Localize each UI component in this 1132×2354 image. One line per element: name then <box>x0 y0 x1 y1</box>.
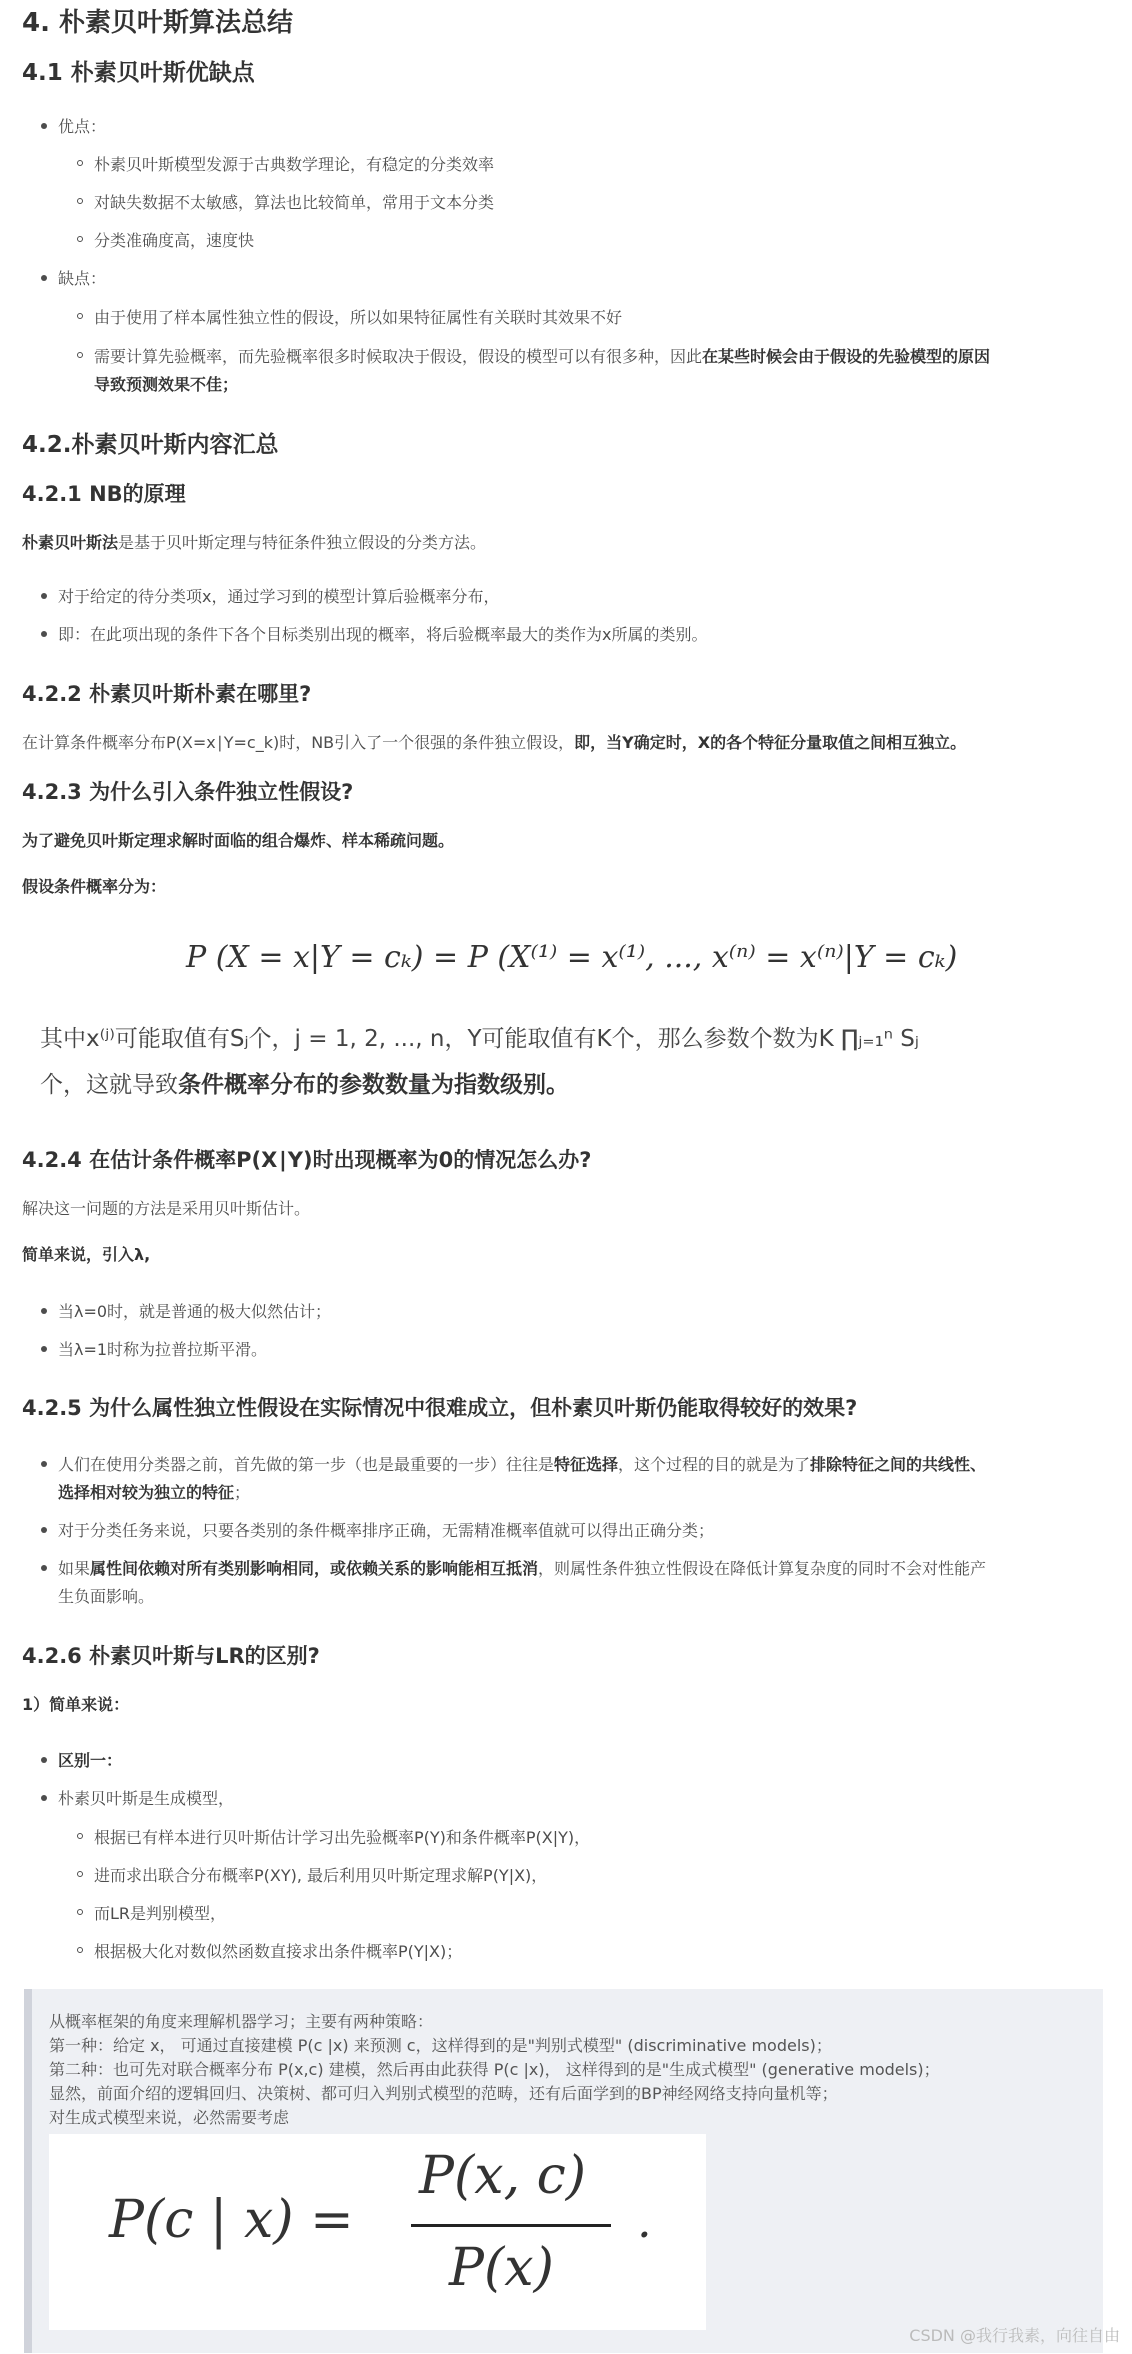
reason-1-cont <box>58 1480 250 1503</box>
cons-item: 由于使用了样本属性独立性的假设，所以如果特征属性有关联时其效果不好 <box>94 308 623 327</box>
gen-item: 进而求出联合分布概率P(XY), 最后利用贝叶斯定理求解P(Y|X)， <box>94 1866 548 1885</box>
sub-bullet <box>77 160 83 166</box>
quote-line: 从概率框架的角度来理解机器学习；主要有两种策略： <box>49 2012 434 2031</box>
bayes-denominator: P(x) <box>449 2238 554 2298</box>
cons-item-2-bold: 在某些时候会由于假设的先验模型的原因 <box>702 347 991 366</box>
heading-4-2-2: 4.2.2 朴素贝叶斯朴素在哪里? <box>22 682 312 706</box>
nb-def <box>22 530 486 553</box>
gen-item: 根据极大化对数似然函数直接求出条件概率P(Y|X)； <box>94 1942 463 1961</box>
cons-item-2-cont: 导致预测效果不佳； <box>94 375 239 394</box>
quote-line: 对生成式模型来说，必然需要考虑 <box>49 2108 290 2127</box>
reason-1-plain-b: ，这个过程的目的就是为了 <box>618 1455 811 1474</box>
nb-item: 即：在此项出现的条件下各个目标类别出现的概率，将后验概率最大的类作为x所属的类别。 <box>58 625 708 644</box>
cons-item-2-plain: 需要计算先验概率，而先验概率很多时候取决于假设，假设的模型可以有很多种，因此 <box>94 347 703 366</box>
simple2-text: 1）简单来说： <box>22 1695 130 1714</box>
naive-plain: 在计算条件概率分布P(X=x∣Y=c_k)时，NB引入了一个很强的条件独立假设， <box>22 733 575 752</box>
nb-def-bold: 朴素贝叶斯法 <box>22 533 119 552</box>
sub-bullet <box>77 1947 83 1953</box>
params-line-2 <box>40 1066 569 1099</box>
reason-3-plain-a: 如果 <box>58 1559 91 1578</box>
sub-bullet <box>77 1833 83 1839</box>
reason-2: 对于分类任务来说，只要各类别的条件概率排序正确，无需精准概率值就可以得出正确分类； <box>58 1521 715 1540</box>
reason-1-bold-a: 特征选择 <box>554 1455 619 1474</box>
lambda-item: 当λ=1时称为拉普拉斯平滑。 <box>58 1340 268 1359</box>
bayes-lhs: P(c | x) = <box>109 2190 354 2250</box>
quote-line: 第一种：给定 x， 可通过直接建模 P(c |x) 来预测 c，这样得到的是"判别式模型" (discriminative models)； <box>49 2036 832 2055</box>
naive-bold: 即，当Y确定时，X的各个特征分量取值之间相互独立。 <box>574 733 967 752</box>
params-line-2-bold: 条件概率分布的参数数量为指数级别。 <box>178 1072 569 1098</box>
heading-4-2-3: 4.2.3 为什么引入条件独立性假设? <box>22 780 354 804</box>
gen-item: 根据已有样本进行贝叶斯估计学习出先验概率P(Y)和条件概率P(X|Y)， <box>94 1828 591 1847</box>
bullet <box>41 275 47 281</box>
pros-item: 对缺失数据不太敏感，算法也比较简单，常用于文本分类 <box>94 193 495 212</box>
nb-item: 对于给定的待分类项x，通过学习到的模型计算后验概率分布， <box>58 587 500 606</box>
pros-item: 分类准确度高，速度快 <box>94 231 255 250</box>
heading-4-2-1: 4.2.1 NB的原理 <box>22 482 186 506</box>
heading-4-2-5: 4.2.5 为什么属性独立性假设在实际情况中很难成立，但朴素贝叶斯仍能取得较好的效果? <box>22 1396 858 1420</box>
reason-1-bold-c: 选择相对较为独立的特征 <box>58 1483 235 1502</box>
sub-bullet <box>77 198 83 204</box>
sub-bullet <box>77 236 83 242</box>
bullet <box>41 631 47 637</box>
reason-1-bold-b: 排除特征之间的共线性、 <box>810 1455 987 1474</box>
naive-text <box>22 730 966 753</box>
bayes-formula-image <box>49 2134 706 2330</box>
gen-label: 朴素贝叶斯是生成模型， <box>58 1789 235 1808</box>
bullet <box>41 1757 47 1763</box>
bullet <box>41 1346 47 1352</box>
reason-1 <box>58 1452 986 1475</box>
why-text: 为了避免贝叶斯定理求解时面临的组合爆炸、样本稀疏问题。 <box>22 831 455 850</box>
heading-4-1: 4.1 朴素贝叶斯优缺点 <box>22 60 255 86</box>
pros-item: 朴素贝叶斯模型发源于古典数学理论，有稳定的分类效率 <box>94 155 495 174</box>
reason-3 <box>58 1556 986 1579</box>
simple-text: 简单来说，引入λ, <box>22 1245 151 1264</box>
watermark: CSDN @我行我素，向往自由 <box>909 2326 1120 2345</box>
bullet <box>41 1308 47 1314</box>
params-line-2-plain: 个，这就导致 <box>40 1072 178 1098</box>
solve-text: 解决这一问题的方法是采用贝叶斯估计。 <box>22 1199 311 1218</box>
heading-4-2-4: 4.2.4 在估计条件概率P(X∣Y)时出现概率为0的情况怎么办? <box>22 1148 592 1172</box>
heading-4-2: 4.2.朴素贝叶斯内容汇总 <box>22 432 279 458</box>
reason-3-plain-b: ，则属性条件独立性假设在降低计算复杂度的同时不会对性能产 <box>538 1559 987 1578</box>
bullet <box>41 1795 47 1801</box>
cons-item-2 <box>94 344 990 367</box>
sub-bullet <box>77 313 83 319</box>
bullet <box>41 1461 47 1467</box>
bayes-numerator: P(x, c) <box>419 2146 587 2206</box>
assume-text: 假设条件概率分为： <box>22 877 167 896</box>
reason-1-plain-a: 人们在使用分类器之前，首先做的第一步（也是最重要的一步）往往是 <box>58 1455 555 1474</box>
bullet <box>41 593 47 599</box>
pros-label: 优点： <box>58 117 107 136</box>
formula-conditional-probability: P (X = x|Y = cₖ) = P (X⁽¹⁾ = x⁽¹⁾, ..., x⁽ⁿ⁾ = x⁽ⁿ⁾|Y = cₖ) <box>186 940 958 975</box>
diff-label: 区别一： <box>58 1751 123 1770</box>
params-line-1: 其中x⁽ʲ⁾可能取值有Sⱼ个，j = 1, 2, ..., n，Y可能取值有K个，那么参数个数为K ∏ⱼ₌₁ⁿ Sⱼ <box>40 1026 919 1052</box>
heading-4: 4. 朴素贝叶斯算法总结 <box>22 8 294 38</box>
sub-bullet <box>77 352 83 358</box>
sub-bullet <box>77 1909 83 1915</box>
quote-line: 第二种：也可先对联合概率分布 P(x,c) 建模，然后再由此获得 P(c |x)， 这样得到的是"生成式模型" (generative models)； <box>49 2060 940 2079</box>
nb-def-rest: 是基于贝叶斯定理与特征条件独立假设的分类方法。 <box>118 533 487 552</box>
cons-label: 缺点： <box>58 269 107 288</box>
bullet <box>41 123 47 129</box>
gen-item: 而LR是判别模型， <box>94 1904 227 1923</box>
quote-line: 显然，前面介绍的逻辑回归、决策树、都可归入判别式模型的范畴，还有后面学到的BP神经网络支持向量机等； <box>49 2084 838 2103</box>
heading-4-2-6: 4.2.6 朴素贝叶斯与LR的区别? <box>22 1644 320 1668</box>
lambda-item: 当λ=0时，就是普通的极大似然估计； <box>58 1302 332 1321</box>
bullet <box>41 1527 47 1533</box>
reason-3-cont: 生负面影响。 <box>58 1587 155 1606</box>
fraction-bar <box>411 2224 611 2227</box>
bullet <box>41 1565 47 1571</box>
period: . <box>637 2194 652 2248</box>
reason-1-plain-c: ； <box>234 1483 251 1502</box>
sub-bullet <box>77 1871 83 1877</box>
reason-3-bold: 属性间依赖对所有类别影响相同，或依赖关系的影响能相互抵消 <box>90 1559 539 1578</box>
